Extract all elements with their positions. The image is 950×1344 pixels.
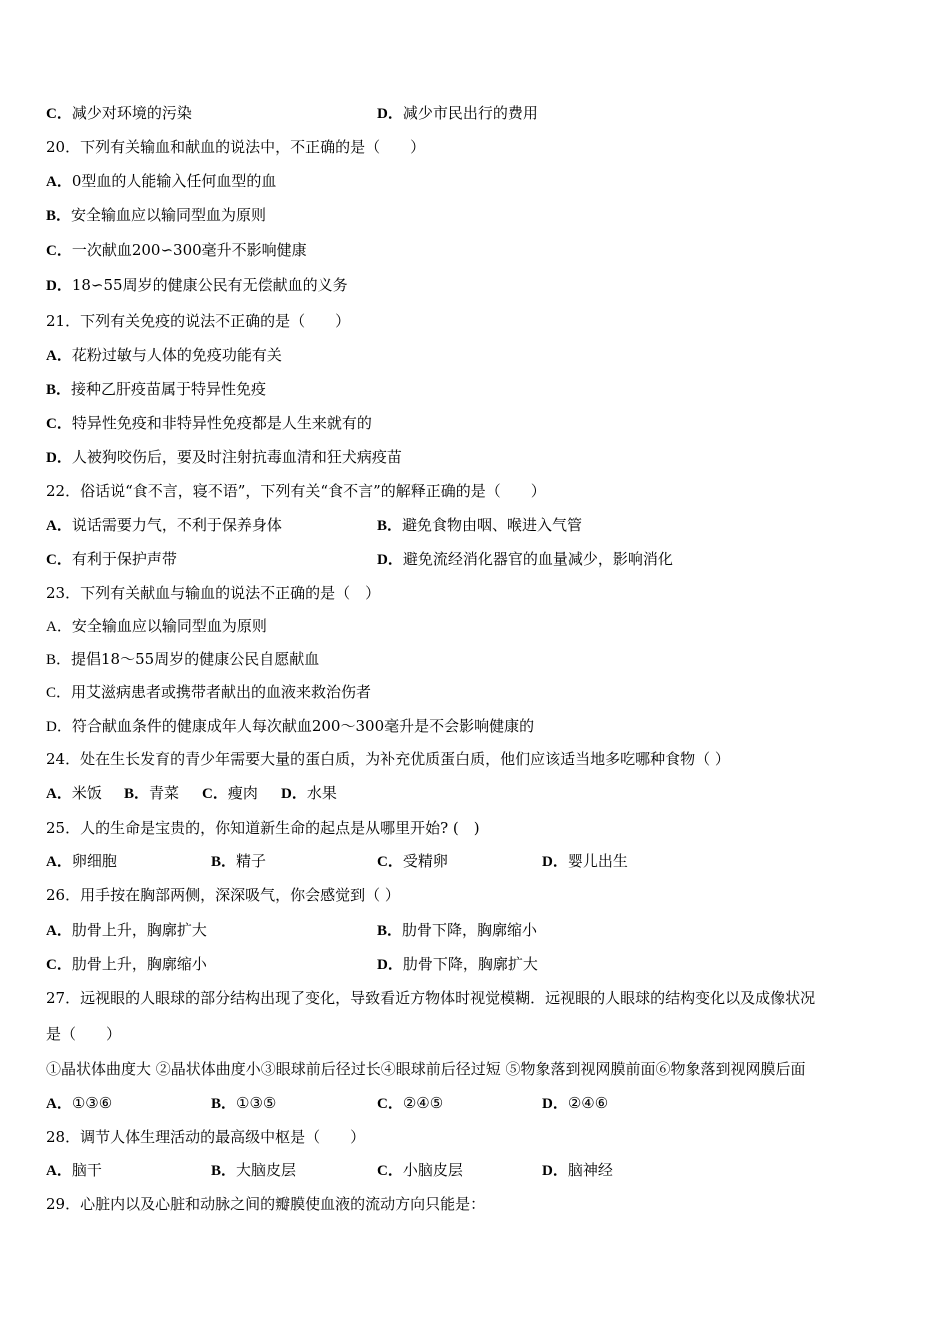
answer-option (46, 171, 276, 192)
option-text: 特异性免疫和非特异性免疫都是人生来就有的 (71, 414, 372, 432)
question-stem: 29．心脏内以及心脏和动脉之间的瓣膜使血液的流动方向只能是： (46, 1195, 486, 1213)
answer-option (46, 379, 266, 400)
answer-option (542, 1093, 608, 1114)
option-row (46, 103, 906, 123)
answer-option (46, 205, 266, 226)
option-text: 肋骨下降，胸廓扩大 (402, 955, 538, 973)
option-label: C． (377, 1096, 403, 1112)
option-label: A． (46, 348, 72, 364)
question-stem: 27．远视眼的人眼球的部分结构出现了变化，导致看近方物体时视觉模糊．远视眼的人眼球的结构变化以及成像状况 (46, 989, 816, 1007)
question-stem: 21．下列有关免疫的说法不正确的是（ ） (46, 312, 351, 330)
option-text: 说话需要力气，不利于保养身体 (71, 516, 282, 534)
answer-option (124, 783, 179, 804)
option-label: D． (377, 106, 403, 122)
question-stem: 23．下列有关献血与输血的说法不正确的是（ ） (46, 584, 381, 602)
option-row (46, 616, 906, 636)
option-label: C． (377, 854, 403, 870)
option-row (46, 716, 906, 736)
option-label: D． (281, 786, 307, 802)
answer-option (377, 103, 538, 124)
option-label: C． (46, 416, 72, 432)
option-label: C． (202, 786, 228, 802)
answer-option (202, 783, 258, 804)
option-label: B． (211, 1163, 237, 1179)
option-text: 精子 (236, 852, 267, 870)
answer-option (46, 345, 282, 366)
question-stem: 22．俗话说“食不言，寝不语”，下列有关“食不言”的解释正确的是（ ） (46, 482, 546, 500)
option-text: ①③⑥ (71, 1094, 113, 1112)
answer-option (377, 954, 538, 975)
option-label: B． (46, 208, 72, 224)
option-text: 水果 (306, 784, 337, 802)
option-label: C． (46, 552, 72, 568)
answer-option (46, 716, 534, 737)
option-row (46, 205, 906, 225)
option-label: D． (377, 957, 403, 973)
option-label: B． (211, 854, 237, 870)
answer-option (377, 1093, 443, 1114)
option-label: B． (46, 382, 72, 398)
answer-option (46, 783, 102, 804)
answer-option (542, 851, 628, 872)
option-label: D． (542, 854, 568, 870)
question-stem: 25．人的生命是宝贵的，你知道新生命的起点是从哪里开始? ( ) (46, 819, 480, 837)
option-label: D． (46, 450, 72, 466)
answer-option (377, 515, 582, 536)
option-text: 安全输血应以输同型血为原则 (71, 617, 267, 635)
answer-option (46, 1160, 102, 1181)
question-stem: 26．用手按在胸部两侧，深深吸气，你会感觉到（ ） (46, 886, 400, 904)
option-label: D． (46, 719, 72, 735)
option-row (46, 413, 906, 433)
option-row (46, 447, 906, 467)
option-text: 避免食物由咽、喉进入气管 (402, 516, 583, 534)
option-text: 花粉过敏与人体的免疫功能有关 (71, 346, 282, 364)
option-row (46, 1160, 906, 1180)
option-label: A． (46, 174, 72, 190)
option-row (46, 954, 906, 974)
option-row (46, 240, 906, 260)
question-stem: 28．调节人体生理活动的最高级中枢是（ ） (46, 1128, 366, 1146)
answer-option (377, 549, 673, 570)
option-text: 青菜 (149, 784, 180, 802)
option-label: A． (46, 619, 72, 635)
answer-option (211, 851, 266, 872)
option-row (46, 275, 906, 295)
option-text: 脑干 (71, 1161, 102, 1179)
answer-option (46, 240, 307, 261)
option-label: C． (46, 243, 72, 259)
answer-option (46, 649, 319, 670)
option-label: B． (211, 1096, 237, 1112)
option-text: 人被狗咬伤后，要及时注射抗毒血清和狂犬病疫苗 (71, 448, 402, 466)
option-text: 肋骨下降，胸廓缩小 (402, 921, 538, 939)
question-text (46, 885, 400, 905)
option-row (46, 682, 906, 702)
option-text: 米饭 (71, 784, 102, 802)
option-text: 用艾滋病患者或携带者献出的血液来救治伤者 (71, 683, 372, 701)
answer-option (46, 103, 192, 124)
option-label: A． (46, 854, 72, 870)
option-label: C． (377, 1163, 403, 1179)
option-text: 大脑皮层 (236, 1161, 297, 1179)
option-text: ②④⑥ (567, 1094, 609, 1112)
question-stem: 是（ ） (46, 1025, 122, 1043)
option-label: D． (46, 278, 72, 294)
question-stem: 20．下列有关输血和献血的说法中，不正确的是（ ） (46, 138, 426, 156)
option-label: A． (46, 923, 72, 939)
option-label: B． (377, 923, 403, 939)
option-text: 提倡18～55周岁的健康公民自愿献血 (71, 650, 320, 668)
option-row (46, 515, 906, 535)
question-text (46, 1127, 365, 1147)
answer-option (46, 275, 348, 296)
question-text (46, 1024, 121, 1044)
answer-option (542, 1160, 613, 1181)
option-row (46, 345, 906, 365)
answer-option (377, 1160, 463, 1181)
option-label: A． (46, 1163, 72, 1179)
option-text: 减少对环境的污染 (71, 104, 192, 122)
question-text (46, 481, 546, 501)
option-text: 接种乙肝疫苗属于特异性免疫 (71, 380, 267, 398)
option-label: B． (124, 786, 150, 802)
option-text: 安全输血应以输同型血为原则 (71, 206, 267, 224)
option-text: 符合献血条件的健康成年人每次献血200～300毫升是不会影响健康的 (71, 717, 535, 735)
answer-option (211, 1160, 296, 1181)
option-row (46, 1093, 906, 1113)
option-text: 卵细胞 (71, 852, 117, 870)
option-text: ②④⑤ (402, 1094, 444, 1112)
option-text: 18∽55周岁的健康公民有无偿献血的义务 (71, 276, 348, 294)
answer-option (46, 920, 207, 941)
question-text (46, 583, 380, 603)
option-text: 脑神经 (567, 1161, 613, 1179)
answer-option (46, 447, 402, 468)
option-label: B． (377, 518, 403, 534)
question-text (46, 818, 480, 838)
answer-option (281, 783, 337, 804)
option-row (46, 920, 906, 940)
question-text (46, 137, 425, 157)
option-row (46, 171, 906, 191)
option-text: 肋骨上升，胸廓缩小 (71, 955, 207, 973)
option-label: C． (46, 106, 72, 122)
option-text: 小脑皮层 (402, 1161, 463, 1179)
option-label: D． (377, 552, 403, 568)
option-text: 婴儿出生 (567, 852, 628, 870)
option-label: A． (46, 786, 72, 802)
answer-option (377, 851, 448, 872)
option-text: 受精卵 (402, 852, 448, 870)
option-label: C． (46, 957, 72, 973)
question-stem: ①晶状体曲度大 ②晶状体曲度小③眼球前后径过长④眼球前后径过短 ⑤物象落到视网膜前面⑥物象落到视网膜后面 (46, 1060, 806, 1078)
question-text (46, 1059, 806, 1079)
option-text: 有利于保护声带 (71, 550, 177, 568)
answer-option (46, 954, 207, 975)
option-row (46, 649, 906, 669)
option-text: 0型血的人能输入任何血型的血 (71, 172, 277, 190)
question-stem: 24．处在生长发育的青少年需要大量的蛋白质，为补充优质蛋白质，他们应该适当地多吃哪种食物（ ） (46, 750, 730, 768)
option-text: 一次献血200∽300毫升不影响健康 (71, 241, 307, 259)
option-label: D． (542, 1163, 568, 1179)
answer-option (46, 851, 117, 872)
option-label: C． (46, 685, 72, 701)
option-label: B． (46, 652, 72, 668)
answer-option (46, 616, 267, 637)
option-row (46, 549, 906, 569)
answer-option (46, 549, 177, 570)
answer-option (46, 413, 372, 434)
option-text: 瘦肉 (227, 784, 258, 802)
option-text: 减少市民出行的费用 (402, 104, 538, 122)
question-text (46, 988, 815, 1008)
answer-option (46, 682, 371, 703)
option-row (46, 379, 906, 399)
option-row (46, 783, 906, 803)
option-text: 避免流经消化器官的血量减少，影响消化 (402, 550, 673, 568)
question-text (46, 311, 350, 331)
option-row (46, 851, 906, 871)
option-label: A． (46, 1096, 72, 1112)
question-text (46, 749, 730, 769)
answer-option (46, 515, 282, 536)
answer-option (46, 1093, 112, 1114)
option-label: D． (542, 1096, 568, 1112)
answer-option (377, 920, 537, 941)
option-label: A． (46, 518, 72, 534)
question-text (46, 1194, 485, 1214)
option-text: 肋骨上升，胸廓扩大 (71, 921, 207, 939)
answer-option (211, 1093, 276, 1114)
option-text: ①③⑤ (236, 1094, 277, 1112)
